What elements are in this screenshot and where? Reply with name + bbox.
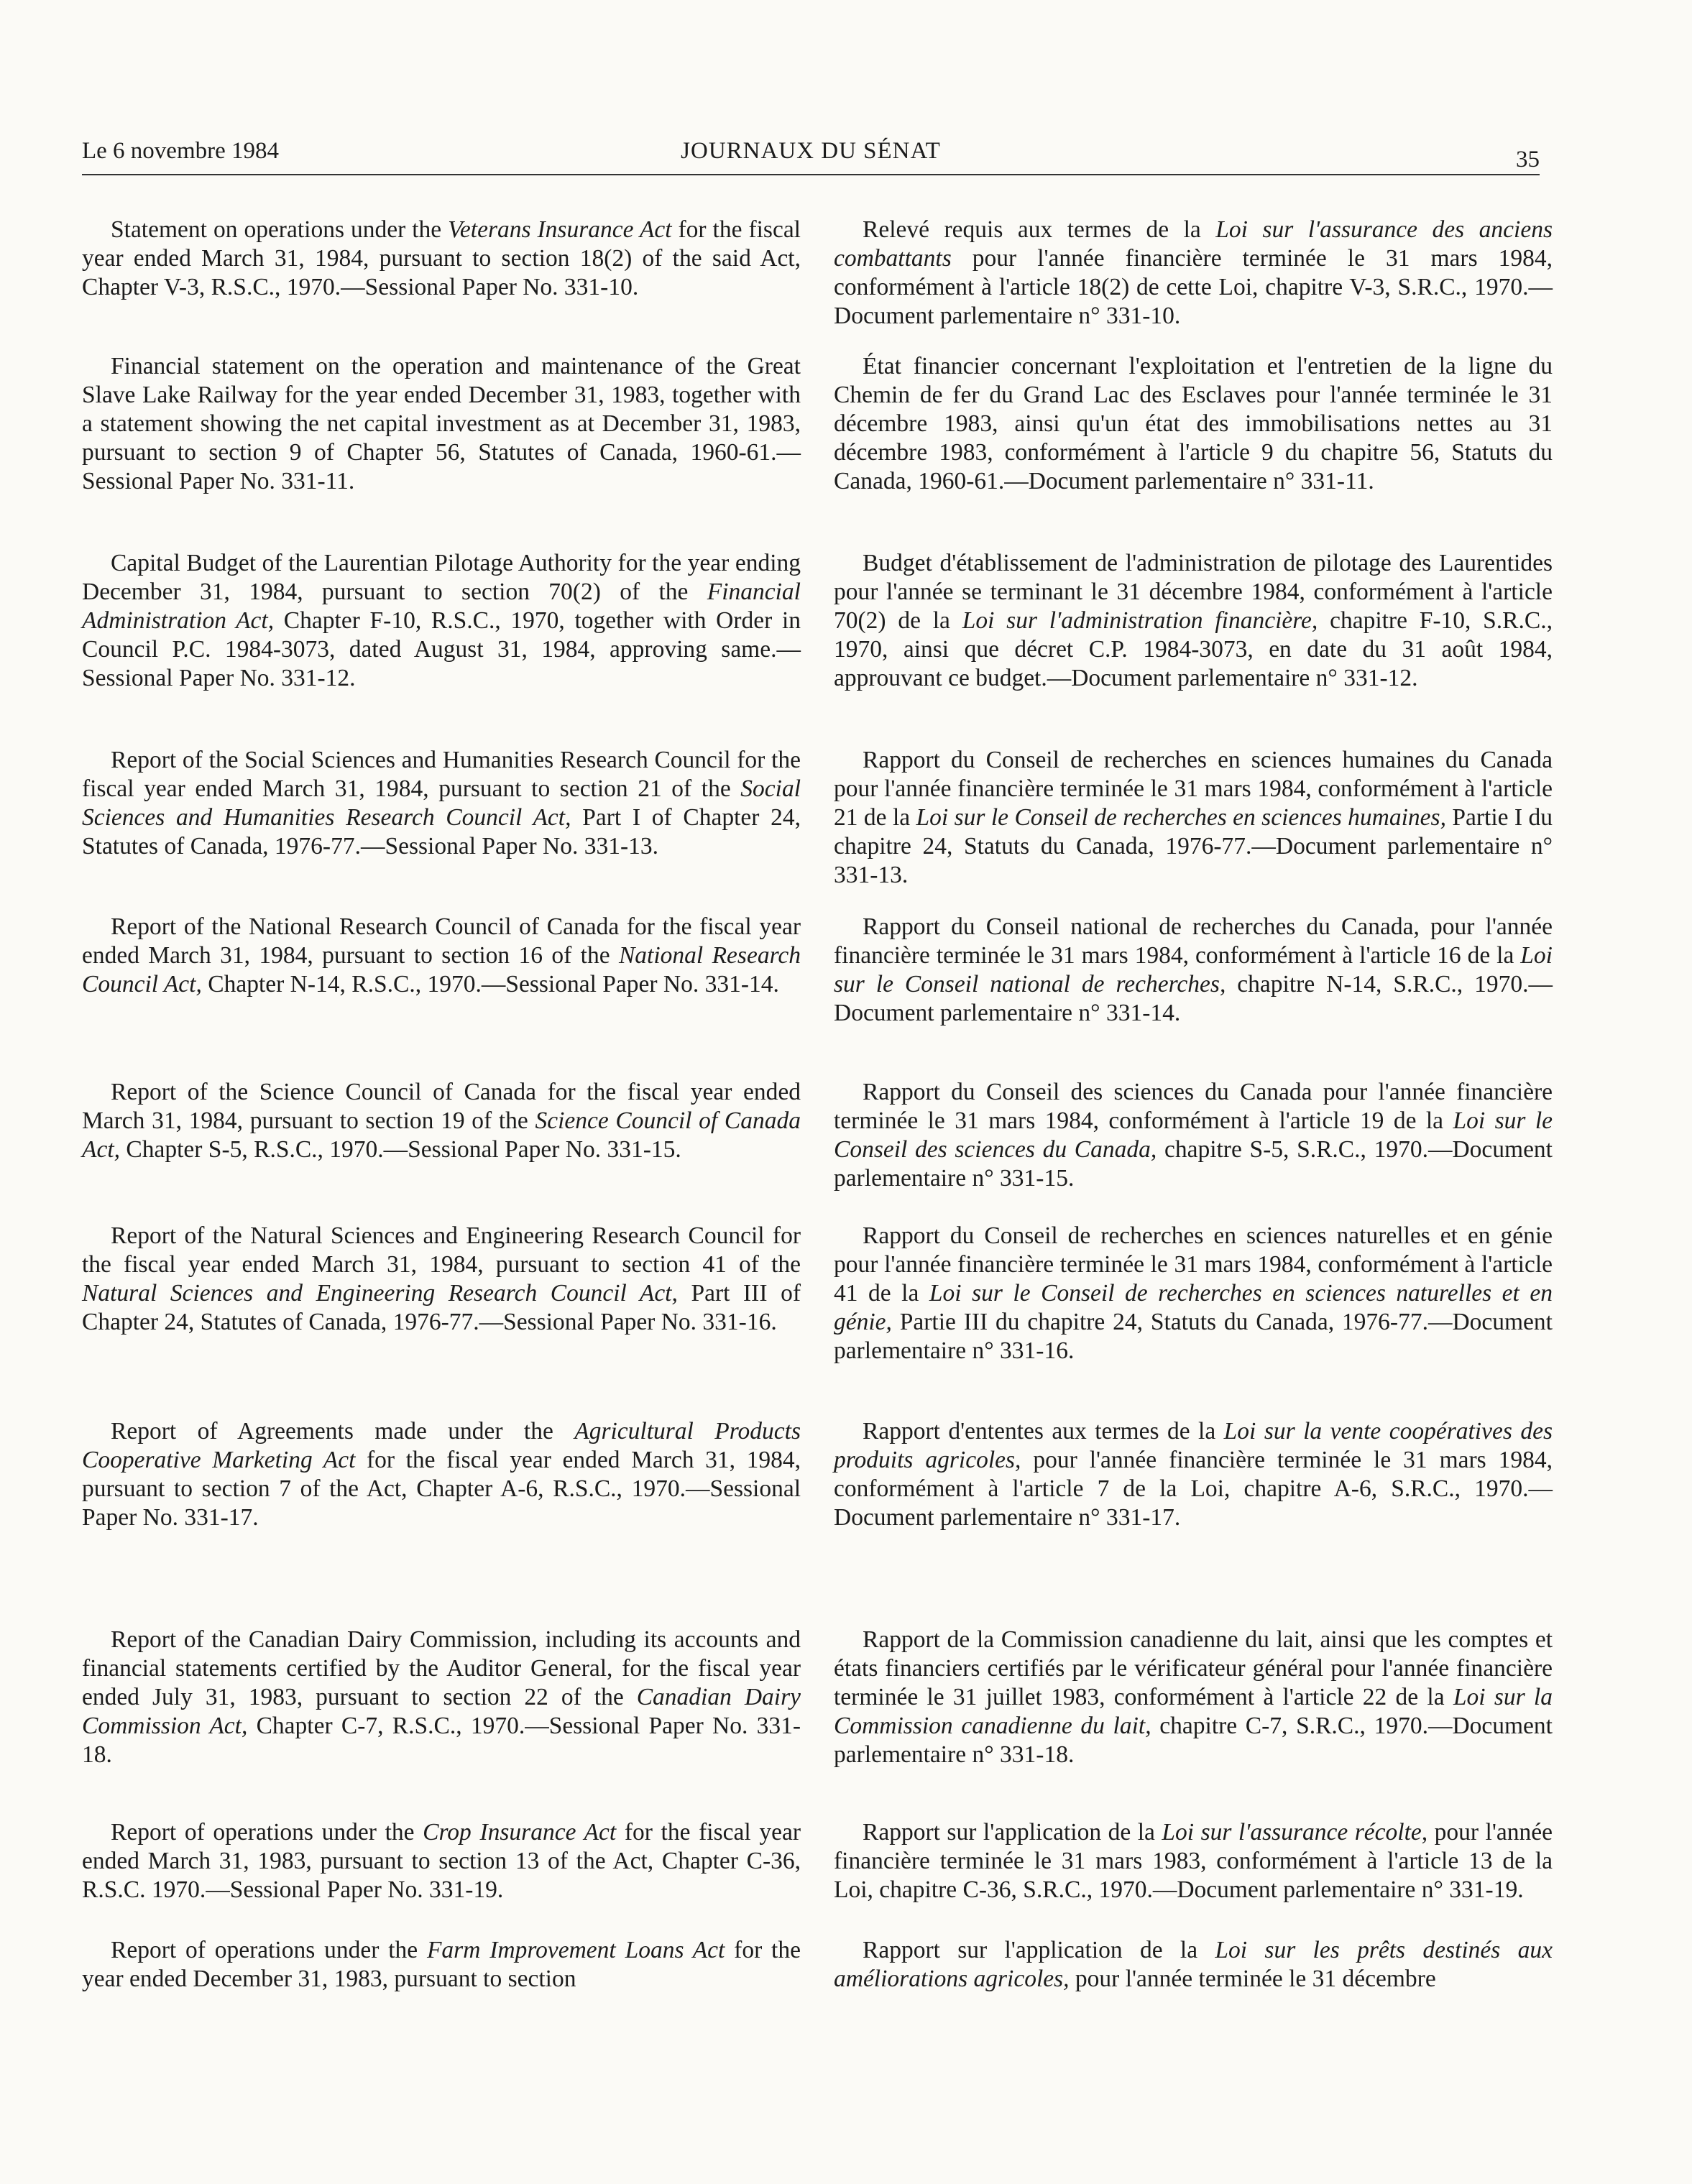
- document-parlementaire-entry: Budget d'établissement de l'administration de pilotage des Laurentides pour l'année se terminant le 31 décembre 1984, conformément à l'article 70(2) de la Loi sur l'administration financière, chapitre F-10, S.R.C., 1970, ainsi que décret C.P. 1984-3073, en date du 31 août 1984, approuvant ce budget.—Document parlementaire n° 331-12.: [834, 550, 1553, 691]
- sessional-paper-entry: Report of operations under the Crop Insurance Act for the fiscal year ended March 31, 1983, pursuant to section 13 of the Act, Chapter C-36, R.S.C. 1970.—Sessional Paper No. 331-19.: [82, 1819, 801, 1903]
- act-title: Crop Insurance Act: [423, 1819, 617, 1846]
- sessional-paper-entry: Report of the Social Sciences and Humanities Research Council for the fiscal year ended March 31, 1984, pursuant to section 21 of the Social Sciences and Humanities Research Council Act, Part I of Chapter 24, Statutes of Canada, 1976-77.—Sessional Paper No. 331-13.: [82, 747, 801, 860]
- document-parlementaire-entry: Relevé requis aux termes de la Loi sur l'assurance des anciens combattants pour l'année financière terminée le 31 mars 1984, conformément à l'article 18(2) de cette Loi, chapitre V-3, S.R.C., 1970.—Document parlementaire n° 331-10.: [834, 216, 1553, 329]
- sessional-paper-entry: Financial statement on the operation and maintenance of the Great Slave Lake Railway for the year ended December 31, 1983, together with a statement showing the net capital investment as at December 31, 1983, pursuant to section 9 of Chapter 56, Statutes of Canada, 1960-61.—Sessional Paper No. 331-11.: [82, 353, 801, 494]
- act-title: Loi sur le Conseil de recherches en sciences humaines,: [916, 804, 1446, 831]
- document-parlementaire-entry: Rapport du Conseil de recherches en sciences naturelles et en génie pour l'année financière terminée le 31 mars 1984, conformément à l'article 41 de la Loi sur le Conseil de recherches en sciences naturelles et en génie, Partie III du chapitre 24, Statuts du Canada, 1976-77.—Document parlementaire n° 331-16.: [834, 1222, 1553, 1364]
- sessional-paper-entry: Report of operations under the Farm Improvement Loans Act for the year ended December 31, 1983, pursuant to section: [82, 1937, 801, 1992]
- act-title: Loi sur la vente coopératives des produits agricoles,: [834, 1418, 1553, 1473]
- document-parlementaire-entry: État financier concernant l'exploitation et l'entretien de la ligne du Chemin de fer du Grand Lac des Esclaves pour l'année terminée le 31 décembre 1983, ainsi qu'un état des immobilisations nettes au 31 décembre 1983, conformément à l'article 9 du chapitre 56, Statuts du Canada, 1960-61.—Document parlementaire n° 331-11.: [834, 353, 1553, 494]
- page-number: 35: [1516, 147, 1540, 172]
- sessional-paper-entry: Report of Agreements made under the Agricultural Products Cooperative Marketing Act for the fiscal year ended March 31, 1984, pursuant to section 7 of the Act, Chapter A-6, R.S.C., 1970.—Sessional Paper No. 331-17.: [82, 1418, 801, 1531]
- act-title: Loi sur l'assurance récolte,: [1162, 1819, 1428, 1846]
- act-title: Loi sur le Conseil de recherches en sciences naturelles et en génie,: [834, 1280, 1553, 1335]
- act-title: Science Council of Canada Act,: [82, 1107, 801, 1163]
- act-title: Natural Sciences and Engineering Research Council Act,: [82, 1280, 678, 1307]
- sessional-paper-entry: Capital Budget of the Laurentian Pilotage Authority for the year ending December 31, 1984, pursuant to section 70(2) of the Financial Administration Act, Chapter F-10, R.S.C., 1970, together with Order in Council P.C. 1984-3073, dated August 31, 1984, approving same.—Sessional Paper No. 331-12.: [82, 550, 801, 691]
- sessional-paper-entry: Report of the Natural Sciences and Engineering Research Council for the fiscal year ended March 31, 1984, pursuant to section 41 of the Natural Sciences and Engineering Research Council Act, Part III of Chapter 24, Statutes of Canada, 1976-77.—Sessional Paper No. 331-16.: [82, 1222, 801, 1335]
- journal-title: JOURNAUX DU SÉNAT: [681, 138, 941, 164]
- document-parlementaire-entry: Rapport du Conseil des sciences du Canada pour l'année financière terminée le 31 mars 1984, conformément à l'article 19 de la Loi sur le Conseil des sciences du Canada, chapitre S-5, S.R.C., 1970.—Document parlementaire n° 331-15.: [834, 1079, 1553, 1192]
- act-title: Loi sur les prêts destinés aux améliorations agricoles,: [834, 1937, 1553, 1992]
- document-parlementaire-entry: Rapport d'ententes aux termes de la Loi sur la vente coopératives des produits agricoles, pour l'année financière terminée le 31 mars 1984, conformément à l'article 7 de la Loi, chapitre A-6, S.R.C., 1970.—Document parlementaire n° 331-17.: [834, 1418, 1553, 1531]
- sessional-paper-entry: Report of the Science Council of Canada for the fiscal year ended March 31, 1984, pursuant to section 19 of the Science Council of Canada Act, Chapter S-5, R.S.C., 1970.—Sessional Paper No. 331-15.: [82, 1079, 801, 1163]
- act-title: Loi sur l'administration financière,: [962, 607, 1318, 634]
- act-title: Loi sur le Conseil national de recherches,: [834, 942, 1553, 997]
- document-parlementaire-entry: Rapport sur l'application de la Loi sur l'assurance récolte, pour l'année financière terminée le 31 mars 1983, conformément à l'article 13 de la Loi, chapitre C-36, S.R.C., 1970.—Document parlementaire n° 331-19.: [834, 1819, 1553, 1903]
- header-date: Le 6 novembre 1984: [82, 138, 280, 164]
- act-title: Agricultural Products Cooperative Marketing Act: [82, 1418, 801, 1473]
- document-parlementaire-entry: Rapport sur l'application de la Loi sur les prêts destinés aux améliorations agricoles, pour l'année terminée le 31 décembre: [834, 1937, 1553, 1992]
- act-title: Loi sur la Commission canadienne du lait,: [834, 1684, 1553, 1739]
- act-title: Canadian Dairy Commission Act,: [82, 1684, 801, 1739]
- act-title: National Research Council Act,: [82, 942, 801, 997]
- document-parlementaire-entry: Rapport du Conseil de recherches en sciences humaines du Canada pour l'année financière terminée le 31 mars 1984, conformément à l'article 21 de la Loi sur le Conseil de recherches en sciences humaines, Partie I du chapitre 24, Statuts du Canada, 1976-77.—Document parlementaire n° 331-13.: [834, 747, 1553, 888]
- running-header: [82, 138, 1540, 174]
- sessional-paper-entry: Report of the National Research Council of Canada for the fiscal year ended March 31, 1984, pursuant to section 16 of the National Research Council Act, Chapter N-14, R.S.C., 1970.—Sessional Paper No. 331-14.: [82, 913, 801, 997]
- act-title: Farm Improvement Loans Act: [426, 1937, 725, 1963]
- header-rule: [82, 174, 1540, 175]
- act-title: Social Sciences and Humanities Research Council Act,: [82, 775, 801, 831]
- act-title: Veterans Insurance Act: [448, 216, 672, 243]
- act-title: Loi sur l'assurance des anciens combattants: [834, 216, 1553, 272]
- sessional-paper-entry: Statement on operations under the Veterans Insurance Act for the fiscal year ended March 31, 1984, pursuant to section 18(2) of the said Act, Chapter V-3, R.S.C., 1970.—Sessional Paper No. 331-10.: [82, 216, 801, 300]
- act-title: Financial Administration Act,: [82, 579, 801, 634]
- document-parlementaire-entry: Rapport du Conseil national de recherches du Canada, pour l'année financière terminée le 31 mars 1984, conformément à l'article 16 de la Loi sur le Conseil national de recherches, chapitre N-14, S.R.C., 1970.—Document parlementaire n° 331-14.: [834, 913, 1553, 1026]
- act-title: Loi sur le Conseil des sciences du Canada,: [834, 1107, 1553, 1163]
- sessional-paper-entry: Report of the Canadian Dairy Commission, including its accounts and financial statements certified by the Auditor General, for the fiscal year ended July 31, 1983, pursuant to section 22 of the Canadian Dairy Commission Act, Chapter C-7, R.S.C., 1970.—Sessional Paper No. 331-18.: [82, 1626, 801, 1768]
- document-parlementaire-entry: Rapport de la Commission canadienne du lait, ainsi que les comptes et états financiers certifiés par le vérificateur général pour l'année financière terminée le 31 juillet 1983, conformément à l'article 22 de la Loi sur la Commission canadienne du lait, chapitre C-7, S.R.C., 1970.—Document parlementaire n° 331-18.: [834, 1626, 1553, 1768]
